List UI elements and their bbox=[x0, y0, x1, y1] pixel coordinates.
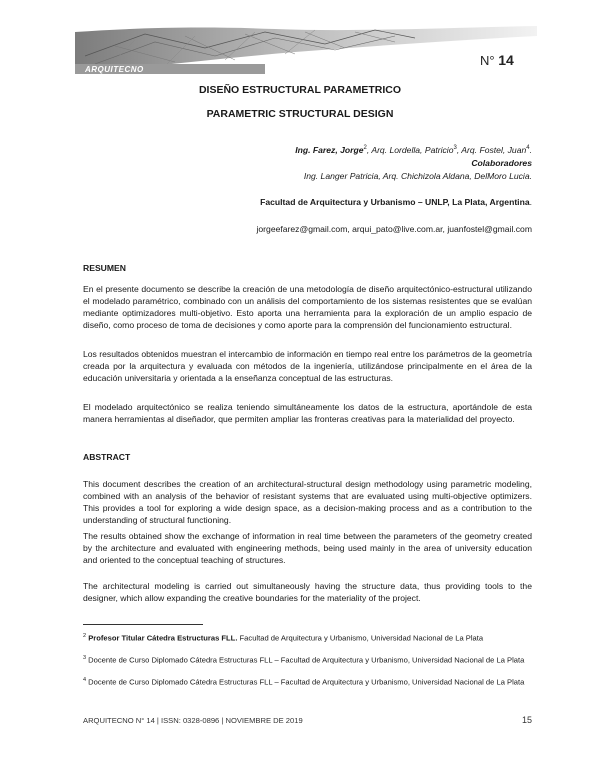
footnote-3-number: 3 bbox=[83, 655, 87, 661]
resumen-paragraph-3: El modelado arquitectónico se realiza teniendo simultáneamente los datos de la estructura, aportándole de esta manera herramientas al diseñador, que permiten ampliar las fronteras creativas para la materialidad del proyecto. bbox=[83, 402, 532, 424]
abstract-paragraph-3: The architectural modeling is carried out simultaneously having the structure data, thus providing tools to the designer, which allow expanding the creative boundaries for the materiality of the project. bbox=[83, 581, 532, 603]
title-spanish: DISEÑO ESTRUCTURAL PARAMETRICO bbox=[198, 84, 402, 96]
footnote-2 bbox=[83, 631, 538, 644]
abstract-heading: ABSTRACT bbox=[83, 452, 131, 462]
author-2: , Arq. Lordella, Patricio bbox=[366, 144, 454, 155]
collaborators-label: Colaboradores bbox=[471, 158, 532, 168]
footnote-4-number: 4 bbox=[83, 677, 87, 683]
title-english: PARAMETRIC STRUCTURAL DESIGN bbox=[206, 108, 394, 120]
footnote-2-bold: Profesor Titular Cátedra Estructuras FLL. bbox=[88, 633, 238, 643]
author-line bbox=[295, 142, 532, 156]
author-lead-sup: 2 bbox=[363, 145, 367, 151]
issue-value: 14 bbox=[498, 52, 514, 68]
author-3-sup: 4 bbox=[526, 145, 530, 151]
author-lead: Ing. Farez, Jorge bbox=[295, 144, 364, 155]
footnote-3 bbox=[83, 653, 538, 666]
footnote-separator bbox=[83, 624, 203, 625]
resumen-paragraph-2: Los resultados obtenidos muestran el intercambio de información en tiempo real entre los parámetros de la geometría creada por la arquitectura y evaluada con métodos de la ingeniería, utilizándose principalmente en el área de la educación universitaria y orientada a la enseñanza conceptual de las estructuras. bbox=[83, 349, 532, 383]
resumen-paragraph-1: En el presente documento se describe la creación de una metodología de diseño arquitectónico-estructural utilizando el modelado paramétrico, combinado con un análisis del comportamiento de los sistemas resistentes que se evalúan mediante optimizadores multi-objetivo. Esto aporta una herramienta para la exploración de un amplio espacio de diseño, como proceso de toma de decisiones y como aporte para la comprensión del funcionamiento estructural. bbox=[83, 284, 532, 330]
author-end: . bbox=[529, 144, 532, 155]
faculty-end: . bbox=[529, 197, 532, 207]
footnote-4-text: Docente de Curso Diplomado Cátedra Estructuras FLL – Facultad de Arquitectura y Urbanismo, Universidad Nacional de La Plata bbox=[86, 677, 525, 687]
abstract-paragraph-2: The results obtained show the exchange of information in real time between the parameters of the geometry created by the architecture and evaluated with engineering methods, being used mainly in the area of university education and oriented to the conceptual teaching of structures. bbox=[83, 531, 532, 565]
collaborators-names: Ing. Langer Patricia, Arq. Chichizola Aldana, DelMoro Lucia. bbox=[303, 171, 532, 181]
footnote-3-text: Docente de Curso Diplomado Cátedra Estructuras FLL – Facultad de Arquitectura y Urbanismo, Universidad Nacional de La Plata bbox=[86, 655, 525, 665]
author-emails: jorgeefarez@gmail.com, arqui_pato@live.com.ar, juanfostel@gmail.com bbox=[256, 224, 532, 234]
footnote-4 bbox=[83, 675, 538, 688]
issue-number bbox=[480, 52, 514, 68]
footnote-2-number: 2 bbox=[83, 633, 87, 639]
header-banner bbox=[75, 26, 537, 74]
issue-label: N° bbox=[480, 53, 495, 68]
page-number: 15 bbox=[521, 715, 532, 725]
journal-brand: ARQUITECNO bbox=[85, 65, 144, 74]
faculty-name: Facultad de Arquitectura y Urbanismo – UNLP, La Plata, Argentina bbox=[260, 197, 530, 207]
page-footer: ARQUITECNO N° 14 | ISSN: 0328-0896 | NOVIEMBRE DE 2019 bbox=[83, 716, 303, 725]
author-3: , Arq. Fostel, Juan bbox=[456, 144, 527, 155]
footnote-2-text: Facultad de Arquitectura y Urbanismo, Universidad Nacional de La Plata bbox=[237, 633, 484, 643]
faculty-line bbox=[260, 197, 532, 207]
banner-graphic bbox=[75, 26, 537, 74]
author-2-sup: 3 bbox=[453, 145, 457, 151]
abstract-paragraph-1: This document describes the creation of an architectural-structural design methodology using parametric modeling, combined with an analysis of the behavior of resistant systems that are evaluated using multi-objective optimizers. This provides a tool for exploring a wide design space, as a decision-making process and as a contribution to the understanding of structural functioning. bbox=[83, 479, 532, 525]
resumen-heading: RESUMEN bbox=[83, 263, 126, 273]
